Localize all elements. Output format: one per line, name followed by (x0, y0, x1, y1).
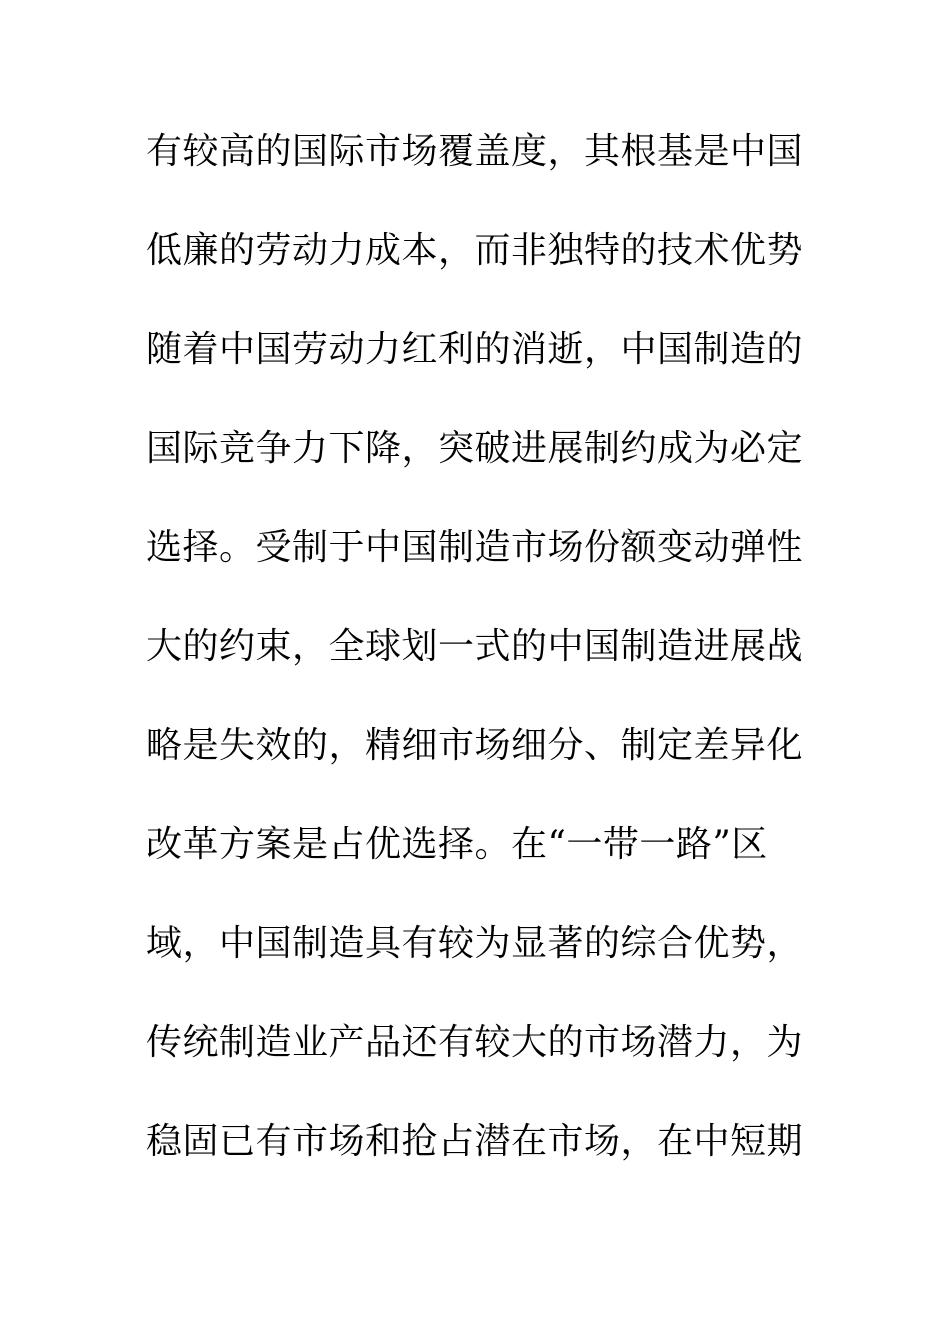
text-line: 有较高的国际市场覆盖度，其根基是中国 (146, 131, 804, 172)
text-line: 随着中国劳动力红利的消逝，中国制造的 (146, 329, 804, 370)
body-text (146, 122, 826, 1211)
text-line: 传统制造业产品还有较大的市场潜力，为 (146, 1022, 804, 1063)
text-line: 稳固已有市场和抢占潜在市场，在中短期 (146, 1121, 804, 1162)
text-line: 域，中国制造具有较为显著的综合优势， (146, 923, 804, 964)
text-line: 选择。受制于中国制造市场份额变动弹性 (146, 527, 804, 568)
text-line: 改革方案是占优选择。在“一带一路”区 (146, 824, 768, 865)
text-line: 大的约束，全球划一式的中国制造进展战 (146, 626, 804, 667)
text-line: 略是失效的，精细市场细分、制定差异化 (146, 725, 804, 766)
text-line: 低廉的劳动力成本，而非独特的技术优势 (146, 230, 804, 271)
text-line: 国际竞争力下降，突破进展制约成为必定 (146, 428, 804, 469)
